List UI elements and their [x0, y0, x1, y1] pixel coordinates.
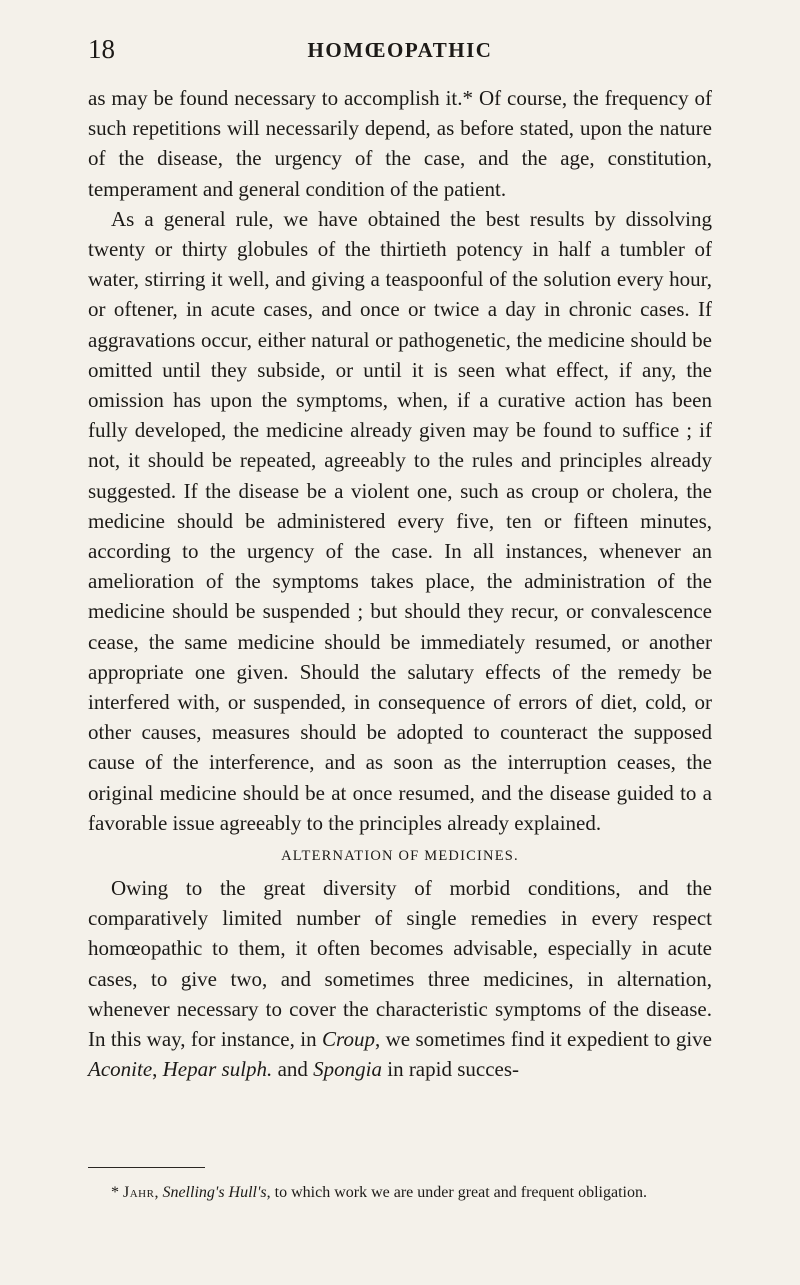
text-run: ,	[152, 1057, 163, 1082]
paragraph: As a general rule, we have obtained the best results by dissolving twenty or thirty globules of the thirtieth potency in half a tumbler of water, stirring it well, and giving a teaspoonful of the solution every hour, or oftener, in acute cases, and once or twice a day in chronic cases. If aggravations occur, either natural or pathogenetic, the medicine should be omitted until they subside, or until it is seen what effect, if any, the omission has upon the symptoms, when, if a curative action has been fully developed, the medicine already given may be found to suffice ; if not, it should be repeated, agreeably to the rules and principles already suggested. If the disease be a violent one, such as croup or cholera, the medicine should be administered every five, ten or fifteen minutes, according to the urgency of the case. In all instances, whenever an amelioration of the symptoms takes place, the administration of the medicine should be suspended ; but should they recur, or convalescence cease, the same medicine should be immediately resumed, or another appropriate one given. Should the salutary effects of the remedy be interfered with, or suspended, in consequence of errors of diet, cold, or other causes, measures should be adopted to counteract the supposed cause of the interference, and as soon as the interruption ceases, the original medicine should be at once resumed, and the disease guided to a favorable issue agreeably to the principles already explained.	[88, 206, 712, 835]
paragraph	[88, 873, 712, 1084]
body-text	[88, 83, 712, 1085]
footnote-rule	[88, 1167, 205, 1168]
italic-term-hepar: Hepar sulph.	[162, 1057, 273, 1082]
footnote-marker: *	[111, 1184, 123, 1201]
section-heading: ALTERNATION OF MEDICINES.	[281, 848, 519, 865]
paragraph: as may be found necessary to accomplish it.* Of course, the frequency of such repetitions will necessarily depend, as before stated, upon the nature of the disease, the urgency of the case, and the age, constitution, temperament and general condition of the patient.	[88, 86, 712, 201]
text-run: and	[272, 1057, 314, 1082]
text-run: Owing to the great diversity of morbid conditions, and the comparatively limited number of single remedies in every respect homœopathic to them, it often becomes advisable, especially in acute cases, to give two, and sometimes three medicines, in alternation, whenever necessary to cover the characteristic symptoms of the disease. In this way, for instance, in	[88, 876, 712, 1052]
italic-term-croup: Croup	[322, 1027, 375, 1052]
footnote-work-title: Snelling's Hull's	[162, 1184, 267, 1201]
text-run: , we sometimes find it expedient to give	[374, 1027, 712, 1052]
running-head: HOMŒOPATHIC	[307, 38, 493, 62]
italic-term-spongia: Spongia	[313, 1057, 382, 1082]
italic-term-aconite: Aconite	[88, 1057, 153, 1082]
footnote-text: , to which work we are under great and frequent obligation.	[266, 1184, 647, 1201]
footnote-author: Jahr	[123, 1184, 155, 1201]
page-header	[88, 30, 712, 70]
page-number: 18	[88, 34, 115, 64]
text-run: ,	[154, 1184, 163, 1201]
text-run: in rapid succes-	[381, 1057, 520, 1082]
footnote	[88, 1183, 712, 1203]
